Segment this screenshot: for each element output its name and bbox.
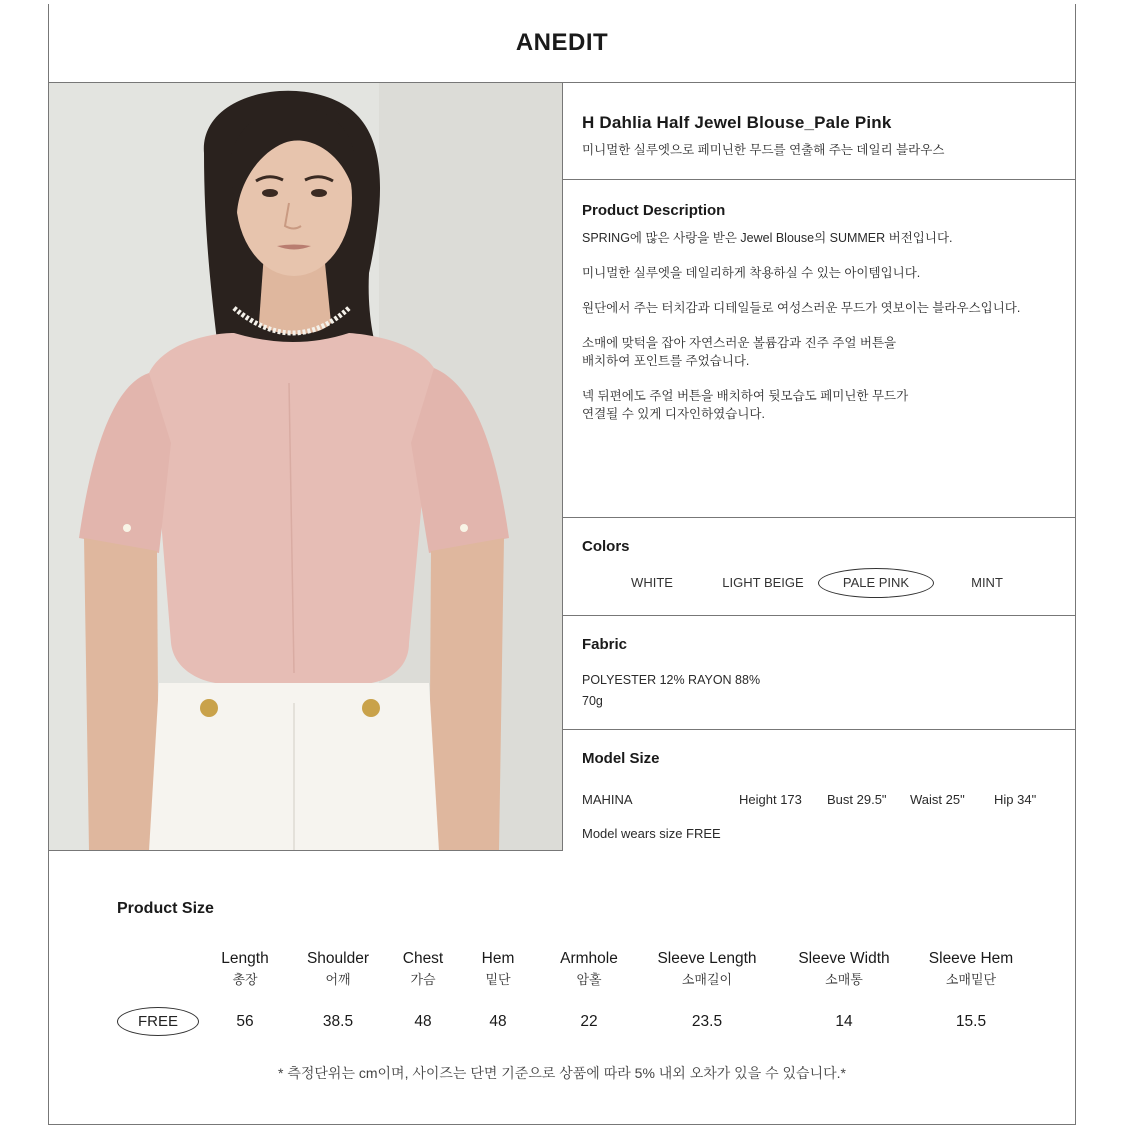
model-height: Height 173 bbox=[739, 792, 802, 807]
color-option-pale-pink[interactable]: PALE PINK bbox=[818, 568, 934, 598]
size-free-badge: FREE bbox=[117, 1007, 199, 1036]
color-option-white[interactable]: WHITE bbox=[631, 575, 673, 590]
size-value-sleeve-width: 14 bbox=[835, 1013, 853, 1030]
size-col-label-ko: 소매밑단 bbox=[945, 972, 997, 987]
size-col-armhole bbox=[549, 950, 629, 988]
size-measurement-note: * 측정단위는 cm이며, 사이즈는 단면 기준으로 상품에 따라 5% 내외 오차가 있을 수 있습니다.* bbox=[278, 1065, 846, 1081]
fabric-composition: POLYESTER 12% RAYON 88% bbox=[582, 673, 761, 687]
size-col-label-en: Sleeve Length bbox=[657, 950, 757, 967]
size-value-sleeve-hem: 15.5 bbox=[955, 1013, 987, 1030]
size-col-label-ko: 가슴 bbox=[410, 972, 436, 987]
description-heading: Product Description bbox=[582, 202, 726, 219]
color-options bbox=[563, 568, 1076, 598]
size-value-chest: 48 bbox=[414, 1013, 432, 1030]
size-col-label-en: Shoulder bbox=[306, 950, 370, 967]
size-col-label-en: Length bbox=[221, 950, 269, 967]
size-col-label-ko: 암홀 bbox=[576, 972, 602, 987]
size-col-label-ko: 소매길이 bbox=[681, 972, 733, 987]
description-para-4a: 소매에 맞턱을 잡아 자연스러운 볼륨감과 진주 주얼 버튼을 bbox=[582, 336, 897, 350]
model-waist: Waist 25" bbox=[910, 792, 965, 807]
product-name: H Dahlia Half Jewel Blouse_Pale Pink bbox=[582, 113, 892, 132]
size-col-sleeve-width bbox=[787, 950, 901, 988]
description-para-2: 미니멀한 실루엣을 데일리하게 착용하실 수 있는 아이템입니다. bbox=[582, 266, 921, 280]
size-value-armhole: 22 bbox=[580, 1013, 598, 1030]
description-para-3: 원단에서 주는 터치감과 디테일들로 여성스러운 무드가 엿보이는 블라우스입니다. bbox=[582, 301, 1021, 315]
model-size-section bbox=[563, 730, 1076, 851]
size-col-label-en: Sleeve Width bbox=[798, 950, 890, 967]
product-title-section bbox=[563, 83, 1076, 180]
color-option-light-beige[interactable]: LIGHT BEIGE bbox=[722, 575, 804, 590]
product-size-section bbox=[49, 851, 1075, 1125]
size-col-label-ko: 밑단 bbox=[485, 972, 511, 987]
colors-section bbox=[563, 518, 1076, 616]
size-col-label-ko: 총장 bbox=[232, 972, 258, 987]
size-value-shoulder: 38.5 bbox=[322, 1013, 354, 1030]
product-detail-frame bbox=[48, 4, 1076, 1125]
product-photo bbox=[49, 83, 562, 851]
product-size-heading: Product Size bbox=[117, 900, 214, 917]
description-para-5a: 넥 뒤편에도 주얼 버튼을 배치하여 뒷모습도 페미닌한 무드가 bbox=[582, 389, 909, 403]
size-col-sleeve-hem bbox=[916, 950, 1026, 988]
description-para-5b: 연결될 수 있게 디자인하였습니다. bbox=[582, 407, 765, 421]
size-col-length bbox=[209, 950, 281, 988]
fabric-section bbox=[563, 616, 1076, 730]
model-bust: Bust 29.5" bbox=[827, 792, 887, 807]
size-col-label-en: Chest bbox=[402, 950, 444, 967]
model-name: MAHINA bbox=[582, 792, 633, 807]
model-illustration bbox=[49, 83, 562, 851]
size-col-label-ko: 어깨 bbox=[325, 972, 351, 987]
colors-heading: Colors bbox=[582, 538, 630, 555]
color-option-mint[interactable]: MINT bbox=[971, 575, 1003, 590]
size-col-chest bbox=[392, 950, 454, 988]
size-value-length: 56 bbox=[236, 1013, 254, 1030]
size-col-label-ko: 소매통 bbox=[825, 972, 863, 987]
size-col-label-en: Sleeve Hem bbox=[928, 950, 1014, 967]
model-wears-size: Model wears size FREE bbox=[582, 826, 721, 841]
product-info-panel bbox=[562, 83, 1076, 851]
size-value-hem: 48 bbox=[489, 1013, 507, 1030]
model-size-heading: Model Size bbox=[582, 750, 660, 767]
description-section bbox=[563, 180, 1076, 518]
model-hip: Hip 34" bbox=[994, 792, 1037, 807]
size-col-shoulder bbox=[296, 950, 380, 988]
size-col-sleeve-length bbox=[645, 950, 769, 988]
fabric-heading: Fabric bbox=[582, 636, 628, 653]
description-para-1: SPRING에 많은 사랑을 받은 Jewel Blouse의 SUMMER 버전입니다. bbox=[582, 231, 953, 245]
product-subtitle: 미니멀한 실루엣으로 페미닌한 무드를 연출해 주는 데일리 블라우스 bbox=[582, 143, 945, 157]
brand-header bbox=[49, 4, 1075, 83]
brand-logo-text: ANEDIT bbox=[515, 29, 609, 56]
size-col-label-en: Hem bbox=[481, 950, 515, 967]
size-col-hem bbox=[470, 950, 526, 988]
fabric-weight: 70g bbox=[582, 694, 603, 708]
description-para-4b: 배치하여 포인트를 주었습니다. bbox=[582, 354, 750, 368]
size-value-sleeve-length: 23.5 bbox=[691, 1013, 723, 1030]
size-col-label-en: Armhole bbox=[560, 950, 618, 967]
